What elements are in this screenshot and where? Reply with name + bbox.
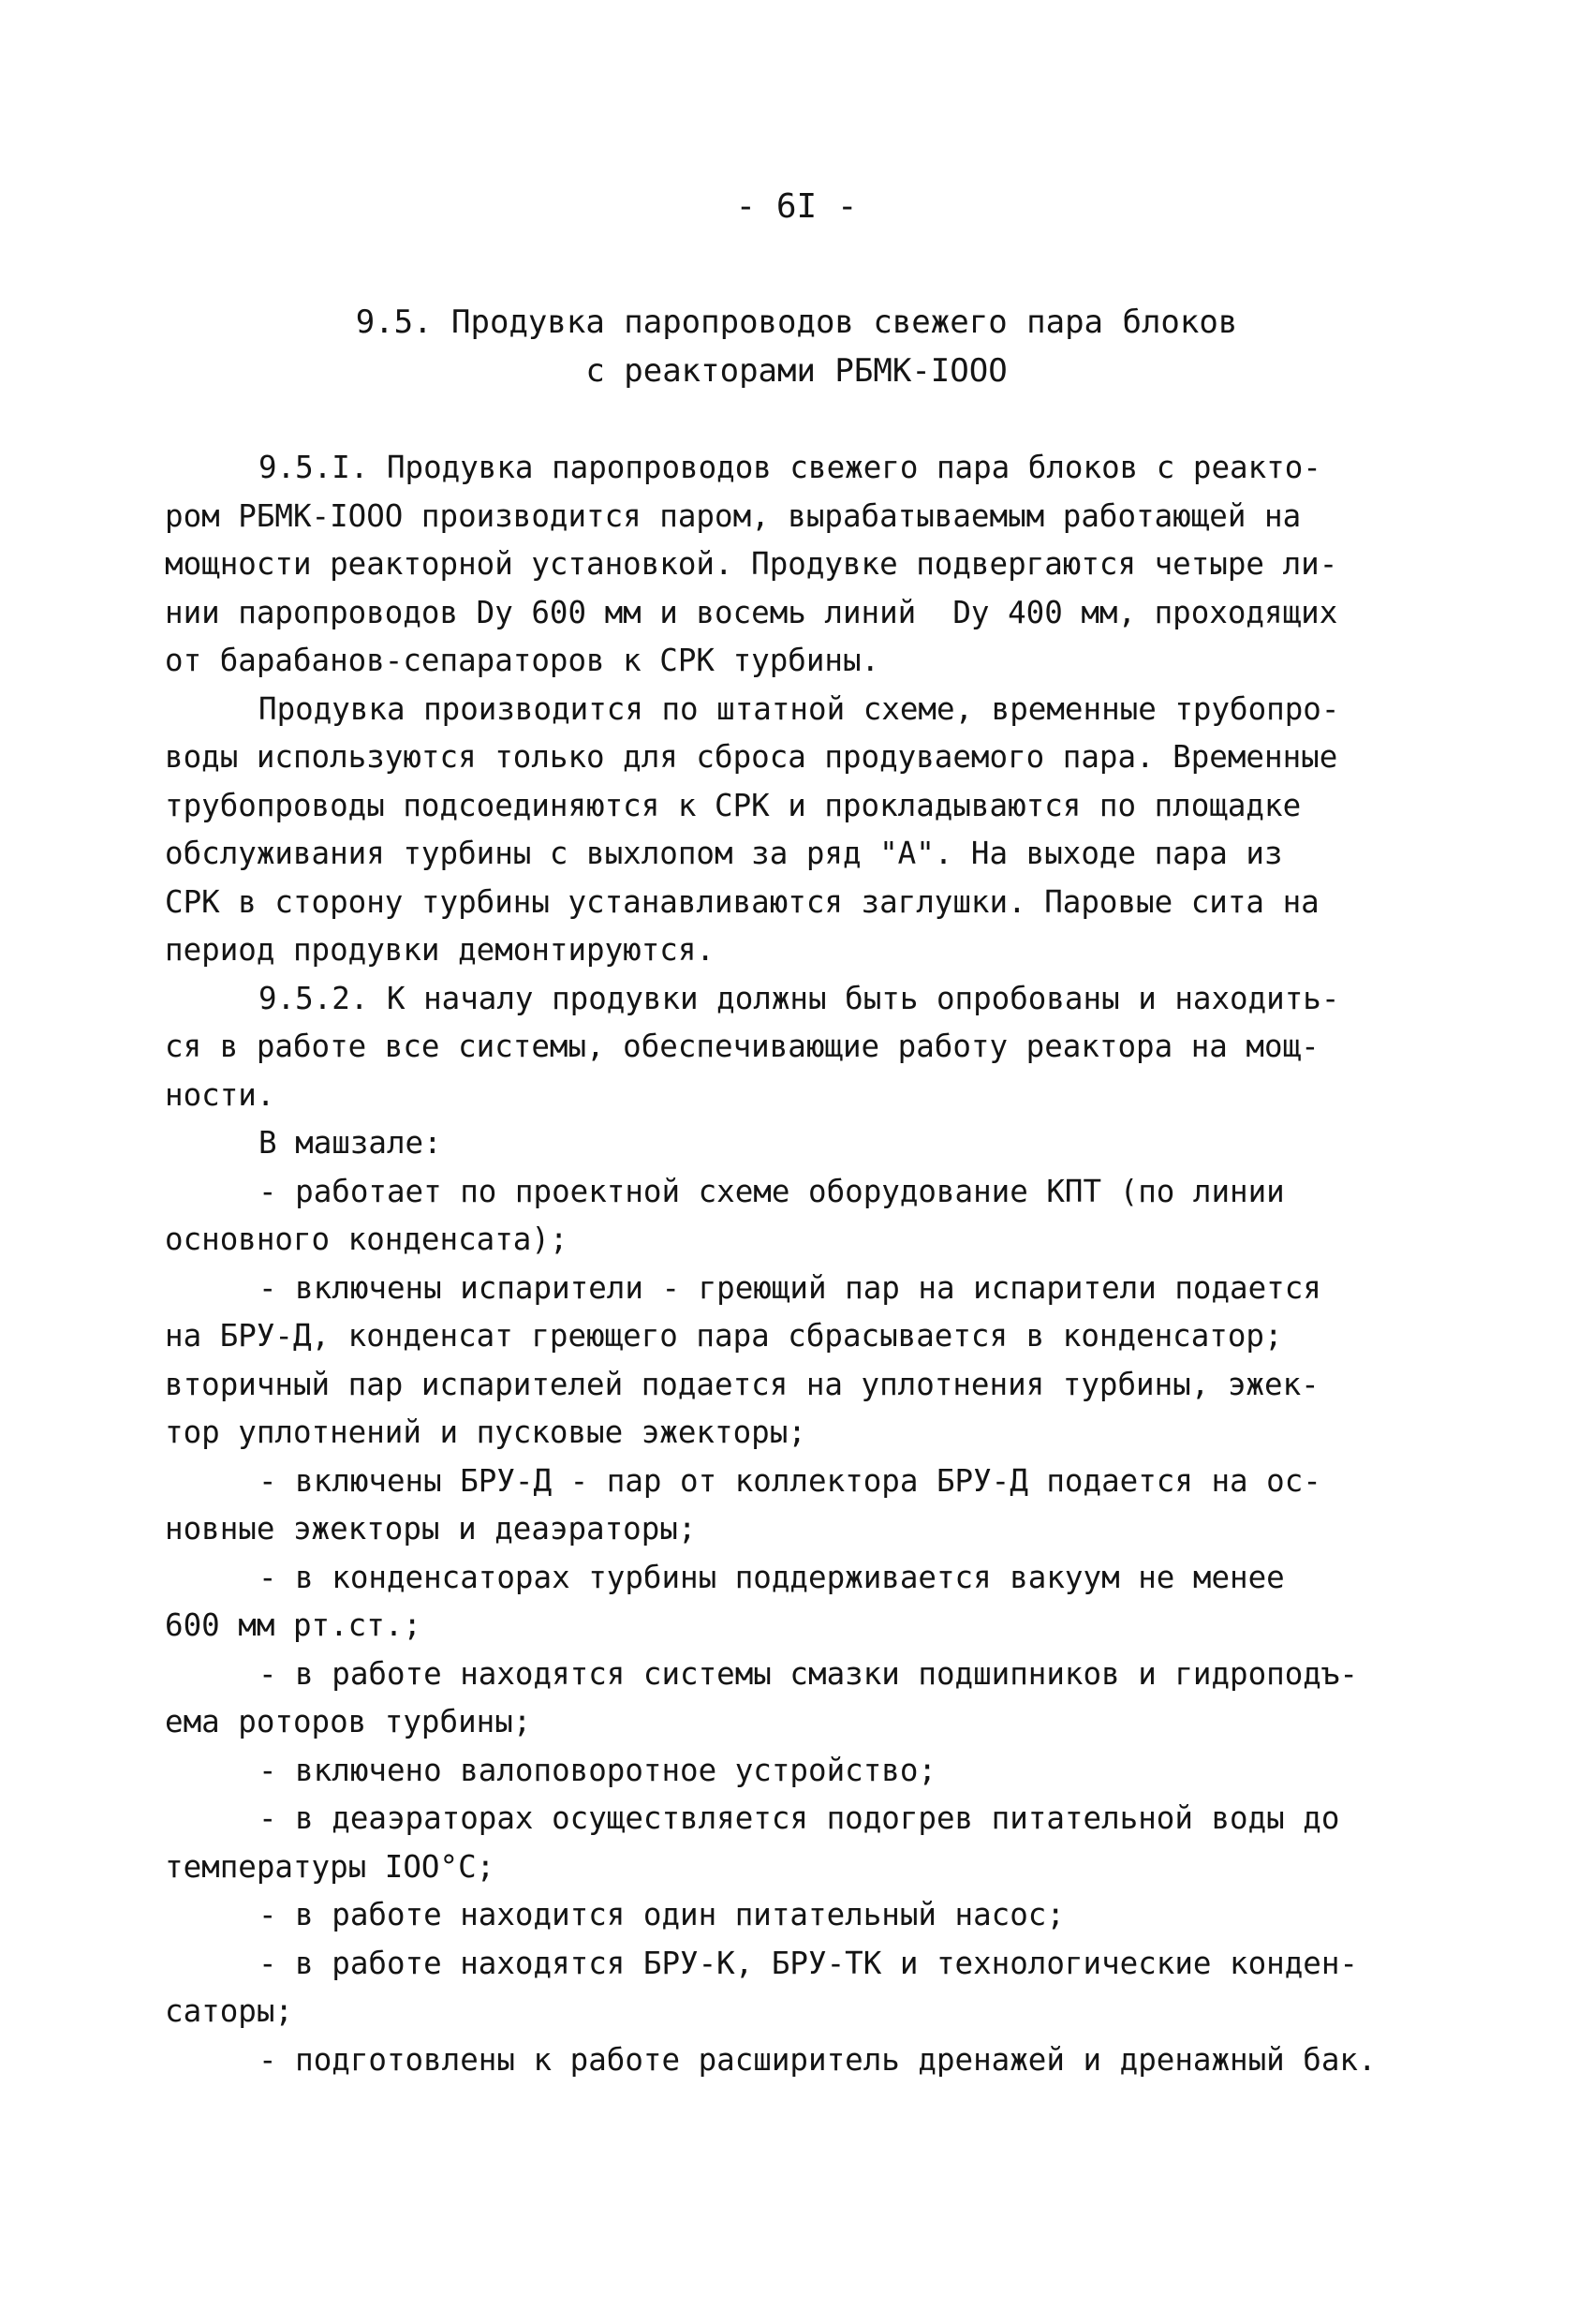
text-line: - включено валоповоротное устройство; — [258, 1752, 937, 1788]
paragraph — [165, 1312, 1457, 1458]
paragraph — [165, 1168, 1457, 1217]
paragraph — [165, 1602, 1457, 1650]
text-line: обслуживания турбины с выхлопом за ряд "А". На выходе пара из — [165, 836, 1283, 871]
paragraph — [165, 1216, 1457, 1265]
paragraph — [165, 1023, 1457, 1119]
paragraph — [165, 1940, 1457, 1989]
text-line: температуры IOO°C; — [165, 1848, 495, 1885]
text-line: основного конденсата); — [165, 1221, 568, 1257]
paragraph — [165, 1795, 1457, 1843]
text-line: - в работе находится один питательный насос; — [258, 1897, 1065, 1932]
text-line: ся в работе все системы, обеспечивающие работу реактора на мощ- — [165, 1029, 1320, 1064]
text-line: период продувки демонтируются. — [165, 932, 715, 968]
text-line: - включены БРУ-Д - пар от коллектора БРУ-Д подается на ос- — [258, 1462, 1321, 1499]
text-line: Продувка производится по штатной схеме, временные трубопро- — [258, 690, 1340, 727]
text-line: 600 мм рт.ст.; — [165, 1607, 421, 1643]
paragraph — [165, 1698, 1457, 1747]
section-title-line-1: 9.5. Продувка паропроводов свежего пара блоков — [355, 303, 1238, 341]
paragraph — [165, 686, 1457, 734]
text-line: ема роторов турбины; — [165, 1704, 532, 1739]
text-line: нии паропроводов Dу 600 мм и восемь линий Dу 400 мм, проходящих — [165, 594, 1338, 630]
paragraph — [165, 493, 1457, 686]
text-line: саторы; — [165, 1993, 293, 2029]
text-line: 9.5.I. Продувка паропроводов свежего пара блоков с реакто- — [258, 450, 1321, 485]
text-line: воды используются только для сброса продуваемого пара. Временные — [165, 739, 1338, 775]
paragraph — [165, 1747, 1457, 1796]
text-line: - в конденсаторах турбины поддерживается вакуум не менее — [258, 1559, 1285, 1595]
paragraph — [165, 1505, 1457, 1554]
paragraph — [165, 444, 1457, 493]
paragraph — [165, 733, 1457, 975]
paragraph — [165, 1843, 1457, 1892]
text-line: новные эжекторы и деаэраторы; — [165, 1511, 697, 1547]
paragraph — [165, 2036, 1457, 2085]
text-line: - подготовлены к работе расширитель дренажей и дренажный бак. — [258, 2041, 1377, 2078]
text-line: вторичный пар испарителей подается на уплотнения турбины, эжек- — [165, 1366, 1320, 1402]
paragraph — [165, 1891, 1457, 1940]
text-line: - работает по проектной схеме оборудование КПТ (по линии — [258, 1173, 1285, 1209]
text-line: В машзале: — [258, 1125, 442, 1161]
paragraph — [165, 975, 1457, 1024]
text-line: - в работе находятся системы смазки подшипников и гидроподъ- — [258, 1655, 1358, 1692]
text-line: на БРУ-Д, конденсат греющего пара сбрасывается в конденсатор; — [165, 1318, 1283, 1354]
body-text — [165, 444, 1457, 2084]
section-title — [0, 298, 1593, 395]
text-line: - в работе находятся БРУ-К, БРУ-ТК и технологические конден- — [258, 1945, 1358, 1981]
text-line: тор уплотнений и пусковые эжекторы; — [165, 1414, 806, 1450]
text-line: трубопроводы подсоединяются к СРК и прокладываются по площадке — [165, 787, 1302, 823]
text-line: 9.5.2. К началу продувки должны быть опробованы и находить- — [258, 980, 1340, 1016]
paragraph — [165, 1650, 1457, 1699]
paragraph — [165, 1119, 1457, 1168]
page-number: - 6I - — [735, 187, 858, 226]
section-title-line-2: с реакторами РБМК-IOOO — [585, 352, 1008, 390]
text-line: СРК в сторону турбины устанавливаются заглушки. Паровые сита на — [165, 883, 1320, 920]
paragraph — [165, 1554, 1457, 1603]
text-line: ности. — [165, 1076, 275, 1113]
text-line: - включены испарители - греющий пар на испарители подается — [258, 1269, 1321, 1306]
text-line: от барабанов-сепараторов к СРК турбины. — [165, 643, 880, 678]
paragraph — [165, 1988, 1457, 2036]
paragraph — [165, 1458, 1457, 1506]
text-line: мощности реакторной установкой. Продувке подвергаются четыре ли- — [165, 546, 1338, 582]
text-line: ром РБМК-IOOO производится паром, вырабатываемым работающей на — [165, 497, 1302, 534]
text-line: - в деаэраторах осуществляется подогрев питательной воды до — [258, 1800, 1340, 1836]
paragraph — [165, 1265, 1457, 1313]
